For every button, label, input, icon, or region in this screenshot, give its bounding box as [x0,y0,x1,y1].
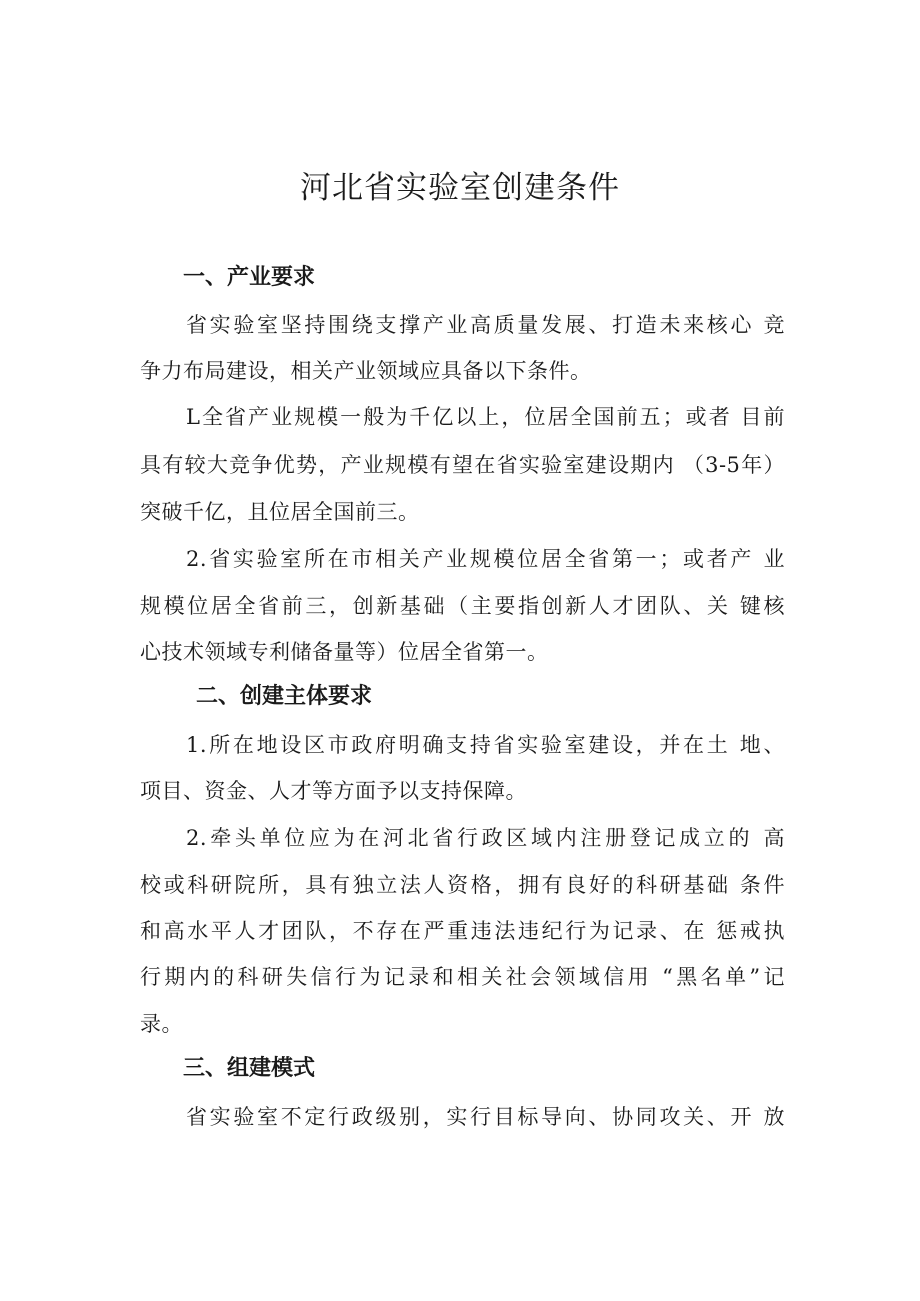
paragraph-line: L全省产业规模一般为千亿以上，位居全国前五；或者 目前 [186,405,785,429]
paragraph-line: 2.牵头单位应为在河北省行政区域内注册登记成立的 高 [186,826,785,850]
paragraph-line: 和高水平人才团队，不存在严重违法违纪行为记录、在 惩戒执 [140,919,785,943]
paragraph-line: 1.所在地设区市政府明确支持省实验室建设，并在土 地、 [186,733,785,757]
paragraph-line: 行期内的科研失信行为记录和相关社会领域信用 “黑名单”记 [140,965,785,989]
paragraph-line: 项目、资金、人才等方面予以支持保障。 [140,779,527,803]
section-heading-industry: 一、产业要求 [183,265,316,290]
paragraph-line: 规模位居全省前三，创新基础（主要指创新人才团队、关 键核 [140,594,785,618]
section-heading-entity: 二、创建主体要求 [196,684,373,709]
section-heading-model: 三、组建模式 [183,1056,316,1081]
paragraph-line: 争力布局建设，相关产业领域应具备以下条件。 [140,359,592,383]
paragraph-line: 录。 [140,1012,183,1036]
paragraph-line: 具有较大竞争优势，产业规模有望在省实验室建设期内 （3-5年） [140,453,785,477]
paragraph-line: 心技术领域专利储备量等）位居全省第一。 [140,640,549,664]
paragraph-line: 突破千亿，且位居全国前三。 [140,500,420,524]
paragraph-line: 校或科研院所，具有独立法人资格，拥有良好的科研基础 条件 [140,873,785,897]
paragraph-line: 省实验室不定行政级别，实行目标导向、协同攻关、开 放 [186,1105,785,1129]
paragraph-line: 2.省实验室所在市相关产业规模位居全省第一；或者产 业 [186,547,785,571]
document-title: 河北省实验室创建条件 [300,170,620,206]
paragraph-line: 省实验室坚持围绕支撑产业高质量发展、打造未来核心 竞 [186,313,785,337]
